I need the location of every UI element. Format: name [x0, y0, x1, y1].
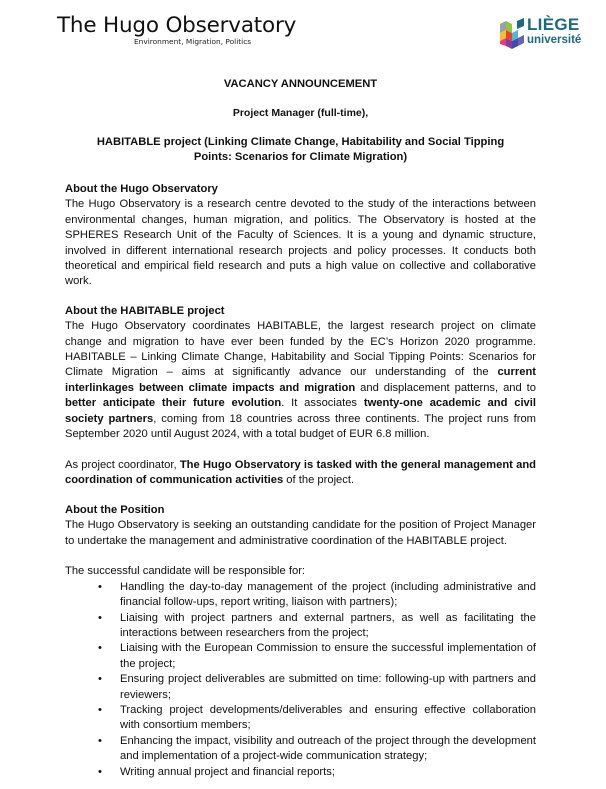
- bold-run: The Hugo Observatory is tasked with the general management and coordination of communication activities: [65, 458, 537, 487]
- list-item: [98, 734, 536, 765]
- bullet-icon: •: [98, 734, 102, 747]
- list-item: [98, 765, 536, 780]
- liege-university-logo: [500, 16, 600, 56]
- vacancy-document: [65, 77, 536, 780]
- observatory-description: The Hugo Observatory is a research centre devoted to the study of the interactions between environmental changes, human migration, and politics. The Observatory is hosted at the SPHERES Research Unit of the Faculty of Sciences. It is a young and dynamic structure, involved in different international research projects and policy processes. It conducts both theoretical and empirical field research and puts a high value on collective and collaborative work.: [65, 198, 536, 288]
- list-item-text: Liaising with project partners and external partners, as well as facilitating the interactions between researchers from the project;: [120, 611, 536, 639]
- bullet-icon: •: [98, 765, 102, 778]
- text-run: and displacement patterns, and to: [355, 381, 537, 394]
- bold-run: twenty-one academic and civil society partners: [65, 397, 536, 425]
- list-item-text: Enhancing the impact, visibility and outreach of the project through the development and implementation of a project-wide communication strategy;: [120, 734, 536, 763]
- section-heading-observatory: About the Hugo Observatory: [65, 183, 218, 195]
- announcement-title: VACANCY ANNOUNCEMENT: [223, 78, 378, 90]
- list-item: [98, 672, 536, 703]
- university-name: LIÈGE: [527, 15, 580, 34]
- responsibilities-intro: The successful candidate will be responsible for:: [65, 565, 306, 578]
- bold-run: better anticipate their future evolution: [65, 397, 282, 410]
- text-run: The Hugo Observatory coordinates HABITABLE, the largest research project on climate change and migration to have ever been funded by the EC’s Horizon 2020 programme. HABITABLE – Linking Climate Change, Habitability and Social Tipping Points: Scenarios for Climate Migration – aims at significantly advance our understanding of the: [65, 320, 536, 379]
- logo-subtitle: Environment, Migration, Politics: [134, 37, 252, 46]
- page-header: [0, 0, 606, 70]
- section-heading-project: About the HABITABLE project: [65, 304, 225, 317]
- list-item-text: Tracking project developments/deliverables and ensuring effective collaboration with consortium members;: [120, 703, 536, 732]
- list-item: [98, 580, 536, 611]
- university-label: université: [527, 34, 582, 46]
- text-run: As project coordinator,: [65, 458, 180, 471]
- list-item: [98, 703, 536, 734]
- list-item-text: Writing annual project and financial reports;: [120, 765, 335, 778]
- bullet-icon: •: [98, 673, 102, 686]
- text-run: of the project.: [283, 474, 355, 487]
- hugo-observatory-logo: [57, 13, 297, 46]
- list-item-text: Handling the day-to-day management of the project (including administrative and financial follow-ups, report writing, liaison with partners);: [120, 580, 536, 609]
- job-title: Project Manager (full-time),: [232, 107, 369, 120]
- text-run: . It associates: [281, 397, 364, 410]
- bullet-icon: •: [98, 642, 102, 655]
- list-item: [98, 611, 536, 642]
- liege-logo-mark-icon: [500, 18, 524, 52]
- project-description: [65, 319, 536, 442]
- bullet-icon: •: [98, 703, 102, 716]
- bold-run: current interlinkages between climate impacts and migration: [65, 366, 536, 394]
- text-run: , coming from 18 countries across three continents. The project runs from September 2020 until August 2024, with a total budget of EUR 6.8 million.: [65, 412, 536, 441]
- coordinator-statement: [65, 458, 536, 489]
- project-title: HABITABLE project (Linking Climate Change, Habitability and Social Tipping Points: Scenarios for Climate Migration): [96, 135, 505, 164]
- list-item-text: Liaising with the European Commission to ensure the successful implementation of the project;: [120, 642, 536, 670]
- spacer: [65, 443, 536, 458]
- section-heading-position: About the Position: [65, 503, 165, 516]
- responsibilities-list: [65, 580, 536, 780]
- logo-title: The Hugo Observatory: [57, 13, 297, 38]
- list-item: [98, 641, 536, 672]
- list-item-text: Ensuring project deliverables are submitted on time: following-up with partners and reviewers;: [120, 673, 536, 701]
- position-description: The Hugo Observatory is seeking an outstanding candidate for the position of Project Manager to undertake the management and administrative coordination of the HABITABLE project.: [65, 519, 536, 547]
- bullet-icon: •: [98, 611, 102, 624]
- spacer: [65, 549, 536, 564]
- bullet-icon: •: [98, 580, 102, 593]
